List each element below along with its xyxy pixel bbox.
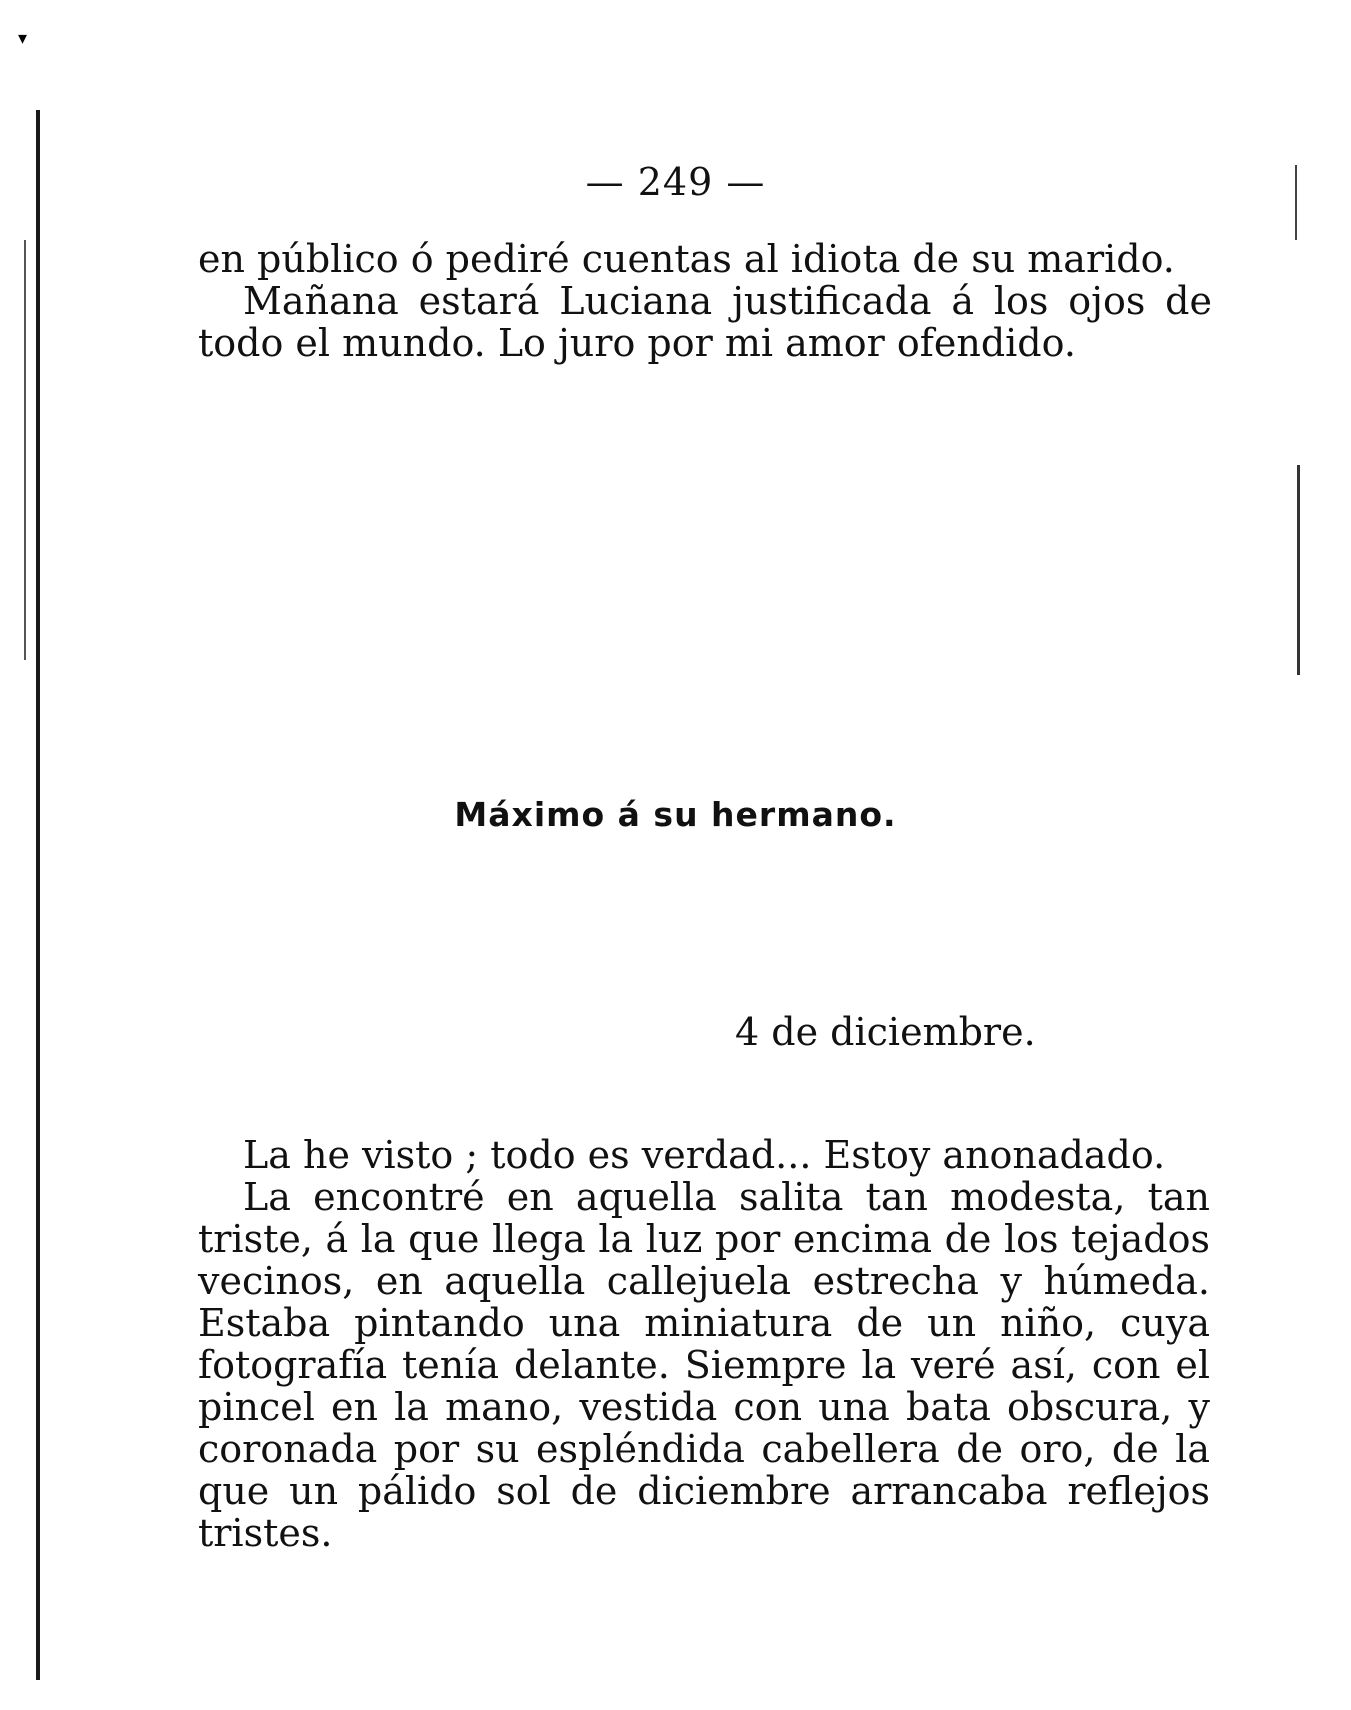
paragraph: Mañana estará Luciana justificada á los ojos de todo el mundo. Lo juro por mi amor ofendido.	[198, 279, 1212, 365]
letter-date: 4 de diciembre.	[735, 1010, 1036, 1054]
text-block-bottom	[198, 1134, 1210, 1554]
scan-edge-right-lower	[1297, 465, 1300, 675]
paragraph: La encontré en aquella salita tan modesta, tan triste, á la que llega la luz por encima de los tejados vecinos, en aquella callejuela estrecha y húmeda. Estaba pintando una miniatura de un niño, cuya fotografía tenía delante. Siempre la veré así, con el pincel en la mano, vestida con una bata obscura, y coronada por su espléndida cabellera de oro, de la que un pálido sol de diciembre arrancaba reflejos tristes.	[198, 1175, 1210, 1555]
section-heading: Máximo á su hermano.	[454, 795, 897, 834]
scan-edge-left	[36, 110, 40, 1680]
paragraph: en público ó pediré cuentas al idiota de su marido.	[198, 237, 1175, 281]
text-block-top	[198, 238, 1212, 364]
scan-edge-left-shadow	[24, 240, 26, 660]
page-number: — 249 —	[585, 160, 766, 204]
corner-mark-icon: ▾	[18, 28, 28, 49]
paragraph: La he visto ; todo es verdad... Estoy anonadado.	[243, 1133, 1166, 1177]
